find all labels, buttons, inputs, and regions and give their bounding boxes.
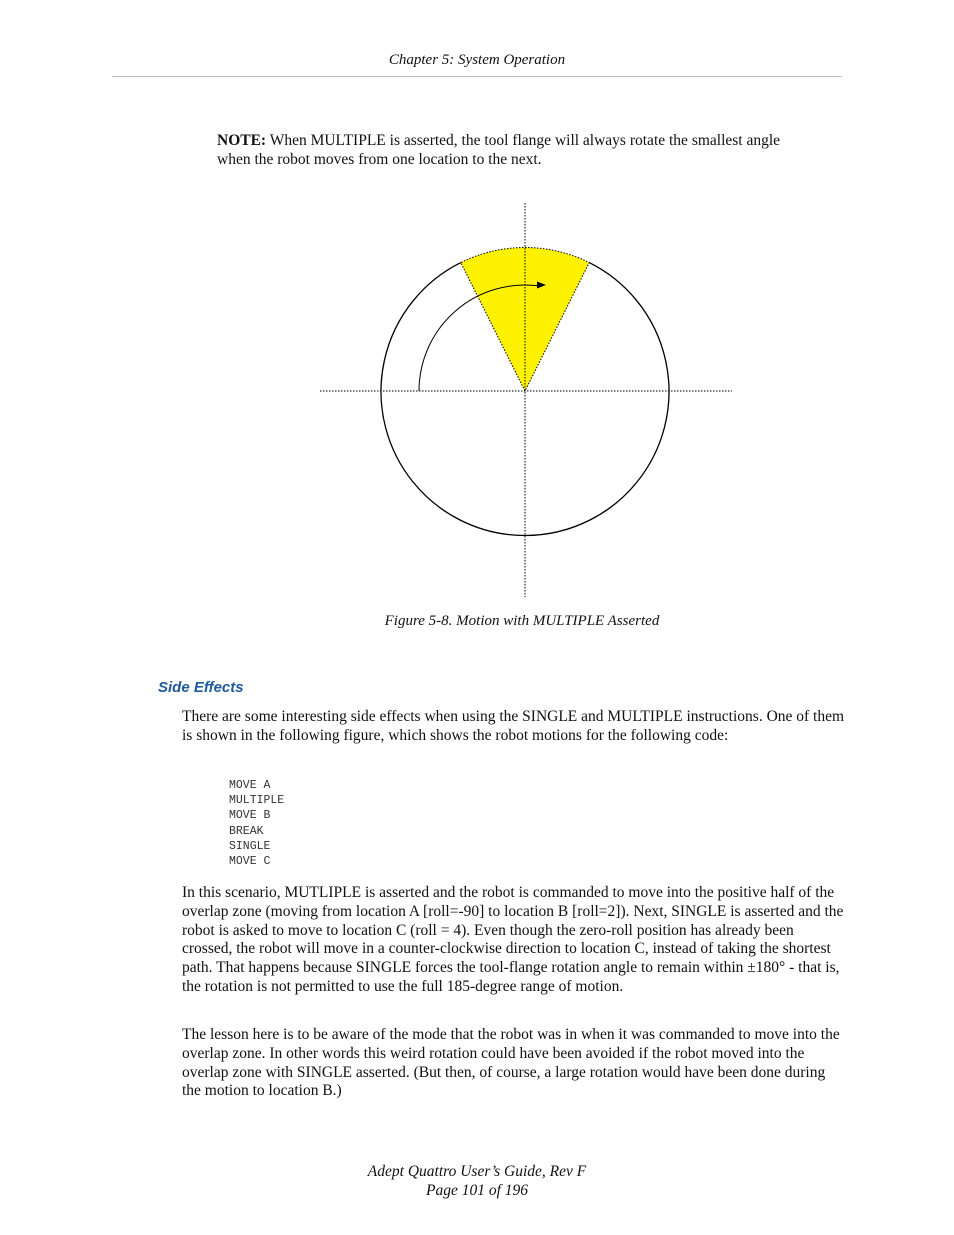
rotation-diagram (310, 195, 740, 600)
page-footer (112, 1162, 842, 1200)
note-paragraph (217, 131, 817, 169)
code-line: MOVE B (229, 809, 271, 823)
paragraph-lesson: The lesson here is to be aware of the mode that the robot was in when it was commanded to move into the overlap zone. In other words this weird rotation could have been avoided if the robot moved into the overlap zone with SINGLE asserted. (But then, of course, a large rotation would have been done during the motion to location B.) (182, 1026, 840, 1100)
footer-title: Adept Quattro User’s Guide, Rev F (367, 1163, 587, 1180)
note-label: NOTE: (217, 132, 267, 149)
header-divider (112, 76, 842, 77)
section-heading: Side Effects (158, 679, 244, 696)
footer-page-number: Page 101 of 196 (425, 1182, 529, 1199)
paragraph-intro: There are some interesting side effects when using the SINGLE and MULTIPLE instructions. One of them is shown in the following figure, which shows the robot motions for the following code: (182, 708, 845, 744)
note-text: When MULTIPLE is asserted, the tool flange will always rotate the smallest angle when the robot moves from one location to the next. (217, 132, 781, 168)
code-line: MOVE A (229, 779, 271, 792)
code-block (229, 778, 284, 869)
code-line: BREAK (229, 824, 264, 838)
page-header: Chapter 5: System Operation (388, 52, 566, 68)
code-line: MOVE C (229, 855, 271, 869)
paragraph-scenario: In this scenario, MUTLIPLE is asserted and the robot is commanded to move into the positive half of the overlap zone (moving from location A [roll=-90] to location B [roll=2]). Next, SINGLE is asserted and the robot is asked to move to location C (roll = 4). Even though the zero-roll position has already been crossed, the robot will move in a counter-clockwise direction to location C, instead of taking the shortest path. That happens because SINGLE forces the tool-flange rotation angle to remain within ±180° - that is, the rotation is not permitted to use the full 185-degree range of motion. (182, 884, 844, 995)
code-line: SINGLE (229, 839, 271, 853)
code-line: MULTIPLE (229, 794, 285, 808)
figure-caption: Figure 5-8. Motion with MULTIPLE Asserted (384, 613, 660, 629)
